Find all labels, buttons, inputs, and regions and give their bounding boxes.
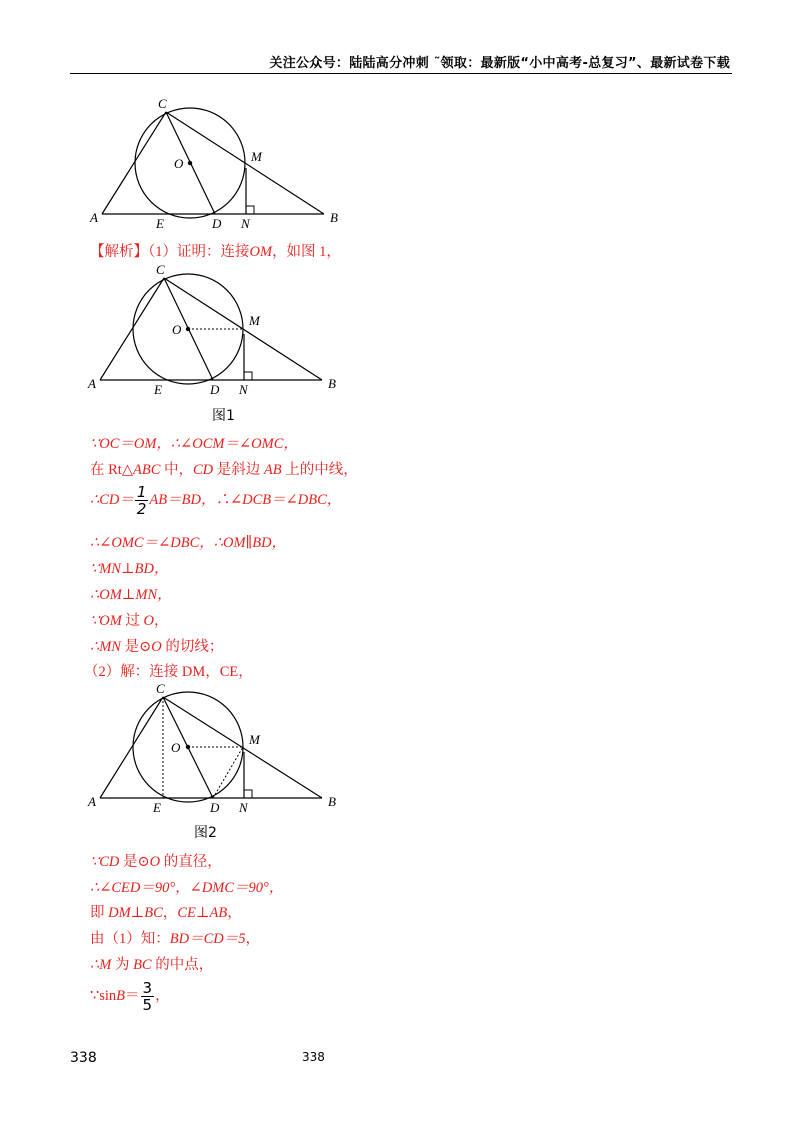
l2f: AB — [263, 462, 282, 478]
p3a: 即 — [90, 905, 109, 921]
label-e: E — [153, 800, 161, 815]
p4b: BD＝CD＝5 — [169, 931, 246, 947]
header-rule — [70, 73, 732, 74]
frac-den: 5 — [142, 996, 153, 1014]
p6b: B — [116, 987, 126, 1004]
l2c: 中， — [160, 462, 193, 478]
p5a: ∴M — [90, 957, 112, 973]
solution-line-6 — [90, 980, 170, 1013]
p3d: CE⊥AB — [177, 905, 228, 921]
label-b: B — [330, 210, 338, 225]
p3e: ， — [227, 905, 242, 921]
p6d: ， — [155, 987, 170, 1004]
frac-num: 1 — [136, 483, 147, 501]
label-o: O — [172, 322, 182, 337]
part1-intro-end: ，如图 1， — [272, 244, 341, 260]
label-m: M — [251, 149, 262, 164]
l8a: ∴MN — [90, 639, 121, 655]
p3c: ， — [162, 905, 178, 921]
label-o: O — [174, 156, 184, 171]
frac-den: 2 — [136, 500, 147, 518]
p1c: O — [149, 854, 161, 870]
p5b: 为 — [111, 957, 134, 973]
p6c: ＝ — [125, 987, 140, 1004]
problem-figure — [88, 96, 358, 231]
solution-line-3 — [90, 901, 242, 922]
figure-1 — [86, 262, 356, 397]
l7b: 过 — [121, 613, 144, 629]
label-d: D — [212, 216, 222, 231]
proof-line-7 — [90, 609, 169, 630]
label-b: B — [328, 376, 336, 391]
figure-2-caption: 图2 — [194, 825, 217, 841]
l7c: O — [143, 613, 155, 629]
solution-line-2: ∴∠CED＝90°，∠DMC＝90°， — [90, 880, 284, 896]
part1-intro: （1）证明：连接 — [148, 244, 250, 260]
label-d: D — [210, 800, 220, 815]
p3b: DM⊥BC — [108, 905, 163, 921]
proof-line-8 — [90, 635, 223, 656]
label-d: D — [210, 382, 220, 397]
part2-heading: （2）解：连接 DM，CE， — [84, 664, 253, 680]
l8b: 是⊙ — [120, 639, 152, 655]
l7d: ， — [154, 613, 169, 629]
label-a: A — [88, 376, 96, 391]
l3b: AB＝BD，∴∠DCB＝∠DBC， — [149, 491, 342, 508]
frac-num: 3 — [142, 979, 153, 997]
figure-2 — [86, 682, 356, 817]
label-c: C — [156, 682, 165, 696]
p6a: ∵sin — [90, 987, 117, 1004]
p4a: 由（1）知： — [90, 931, 170, 947]
label-a: A — [90, 210, 98, 225]
solution-line-1 — [90, 850, 222, 871]
p5d: 的中点， — [151, 957, 214, 973]
p1d: 的直径， — [160, 854, 222, 870]
label-m: M — [249, 732, 260, 747]
figure-1-caption: 图1 — [212, 408, 235, 424]
fraction-three-fifths — [141, 980, 155, 1013]
proof-line-6: ∴OM⊥MN， — [90, 587, 172, 603]
page-number-left: 338 — [70, 1050, 97, 1066]
label-c: C — [158, 96, 167, 111]
label-e: E — [156, 216, 164, 231]
proof-line-5: ∵MN⊥BD， — [90, 561, 169, 577]
l2a: 在 Rt△ — [90, 462, 133, 478]
proof-line-4: ∴∠OMC＝∠DBC，∴OM∥BD， — [90, 535, 287, 551]
l2b: ABC — [132, 462, 161, 478]
p1b: 是⊙ — [119, 854, 150, 870]
label-o: O — [171, 740, 181, 755]
p4c: ， — [245, 931, 260, 947]
label-e: E — [154, 382, 162, 397]
l2g: 上的中线， — [281, 462, 358, 478]
solution-line-4 — [90, 927, 260, 948]
p1a: ∵CD — [90, 854, 120, 870]
label-a: A — [88, 794, 96, 809]
solution-line-5 — [90, 953, 213, 974]
label-n: N — [239, 800, 248, 815]
label-n: N — [239, 382, 248, 397]
fraction-one-half — [135, 484, 149, 517]
proof-line-3 — [90, 484, 341, 517]
page-number-center: 338 — [302, 1050, 325, 1064]
label-c: C — [156, 262, 165, 277]
l2e: 是斜边 — [213, 462, 264, 478]
analysis-tag: 【解析】 — [90, 244, 148, 260]
l2d: CD — [193, 462, 214, 478]
l3a: ∴CD＝ — [90, 491, 134, 508]
p5c: BC — [133, 957, 152, 973]
proof-line-1: ∵OC＝OM，∴∠OCM＝∠OMC， — [90, 436, 298, 452]
label-b: B — [328, 794, 336, 809]
analysis-line — [90, 240, 341, 261]
l8d: 的切线； — [161, 639, 224, 655]
label-m: M — [249, 313, 260, 328]
l7a: ∵OM — [90, 613, 122, 629]
part1-om: OM — [249, 244, 273, 260]
label-n: N — [241, 216, 250, 231]
l8c: O — [151, 639, 162, 655]
proof-line-2 — [90, 458, 358, 479]
page-header: 关注公众号：陆陆高分冲刺 ˜领取：最新版“小中高考-总复习”、最新试卷下载 — [269, 56, 730, 71]
